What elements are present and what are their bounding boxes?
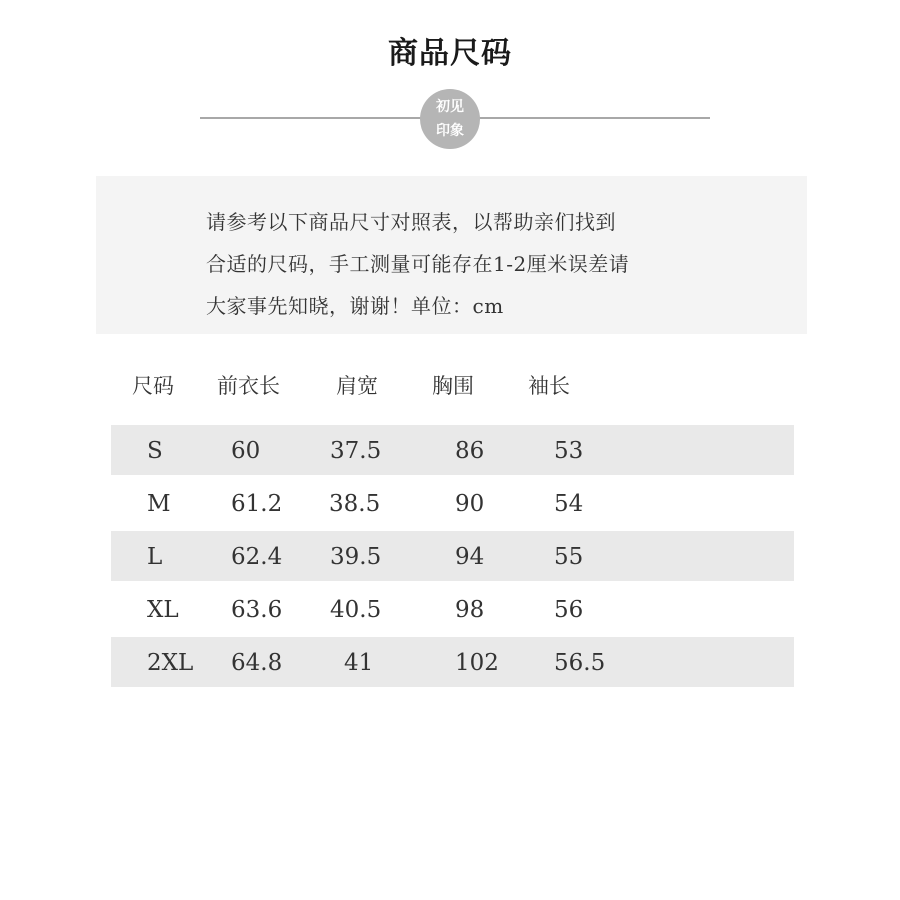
cell-size: 2XL <box>147 650 194 676</box>
cell-front-length: 61.2 <box>231 491 283 517</box>
cell-front-length: 60 <box>231 438 261 464</box>
cell-chest: 94 <box>455 544 485 570</box>
cell-shoulder: 39.5 <box>330 544 382 570</box>
cell-sleeve: 56 <box>554 597 584 623</box>
cell-size: M <box>147 491 171 517</box>
cell-size: S <box>147 438 163 464</box>
table-row <box>111 637 794 687</box>
cell-sleeve: 54 <box>554 491 584 517</box>
table-row <box>111 531 794 581</box>
header-chest: 胸围 <box>432 374 474 398</box>
size-note-box <box>96 176 807 334</box>
note-line-2: 合适的尺码，手工测量可能存在1-2厘米误差请 <box>206 252 630 276</box>
cell-sleeve: 55 <box>554 544 584 570</box>
cell-chest: 90 <box>455 491 485 517</box>
cell-shoulder: 40.5 <box>330 597 382 623</box>
cell-chest: 98 <box>455 597 485 623</box>
header-shoulder: 肩宽 <box>336 374 378 398</box>
brand-badge <box>420 89 480 149</box>
cell-size: XL <box>147 597 179 623</box>
badge-line-2: 印象 <box>436 123 464 139</box>
page-title: 商品尺码 <box>388 36 512 71</box>
cell-front-length: 63.6 <box>231 597 283 623</box>
cell-sleeve: 53 <box>554 438 584 464</box>
cell-front-length: 62.4 <box>231 544 283 570</box>
header-size: 尺码 <box>132 374 174 398</box>
table-row <box>111 425 794 475</box>
cell-front-length: 64.8 <box>231 650 283 676</box>
table-row <box>111 478 794 528</box>
note-line-3: 大家事先知晓，谢谢！单位：cm <box>206 294 504 318</box>
header-front-length: 前衣长 <box>217 374 280 398</box>
cell-sleeve: 56.5 <box>554 650 606 676</box>
table-row <box>111 584 794 634</box>
note-line-1: 请参考以下商品尺寸对照表，以帮助亲们找到 <box>206 210 616 234</box>
cell-chest: 102 <box>455 650 499 676</box>
cell-shoulder: 37.5 <box>330 438 382 464</box>
badge-line-1: 初见 <box>436 99 464 115</box>
cell-shoulder: 38.5 <box>329 491 381 517</box>
cell-shoulder: 41 <box>344 650 374 676</box>
header-sleeve: 袖长 <box>528 374 570 398</box>
cell-size: L <box>147 544 163 570</box>
cell-chest: 86 <box>455 438 485 464</box>
